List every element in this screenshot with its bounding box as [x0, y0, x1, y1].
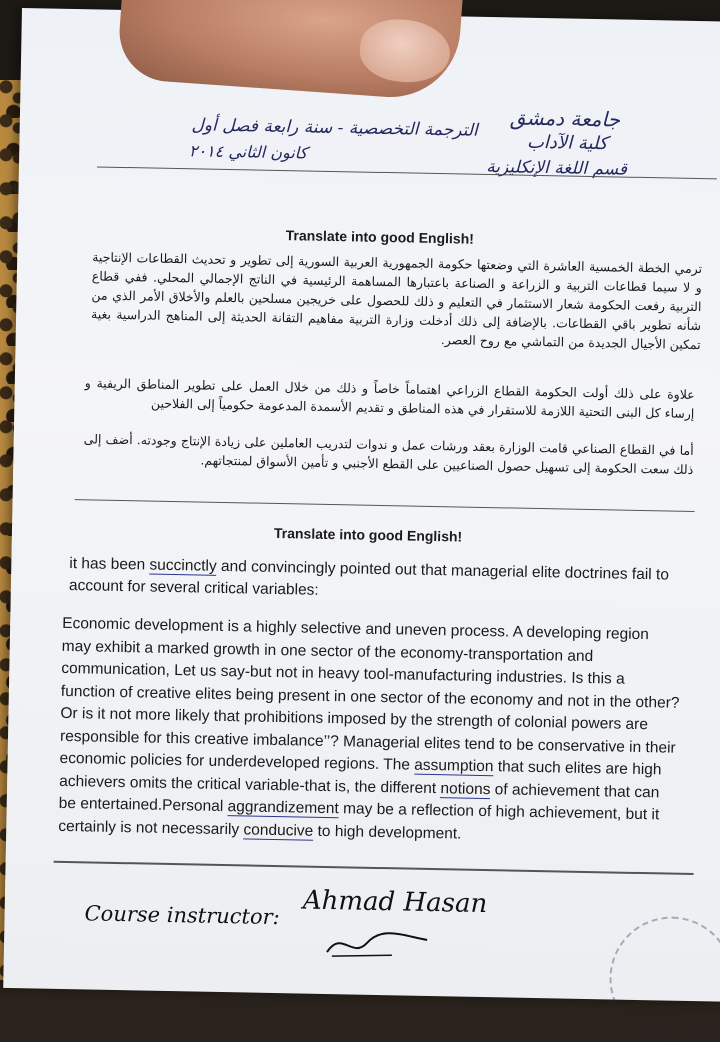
underlined-succinctly: succinctly — [149, 556, 217, 575]
underlined-notions: notions — [440, 779, 491, 798]
stamp-mark — [608, 915, 720, 1041]
p1-text-a: it has been — [69, 555, 150, 574]
section2-paragraph-1 — [69, 553, 680, 609]
p1-text-b: and convincingly pointed out that managerial elite doctrines fail to account for several critical variables: — [68, 557, 670, 599]
section1-paragraph-2: علاوة على ذلك أولت الحكومة القطاع الزراعي اهتماماً خاصاً و ذلك من خلال العمل على تطوير المناطق الريفية و إرساء كل البنى التحتية اللازمة للاستقرار في هذه المناطق و تقديم الأسمدة المدعومة حكومياً إلى الفلاحين — [84, 375, 695, 421]
p2-text-a: Economic development is a highly selective and uneven process. A developing region may exhibit a marked growth in one sector of the economy-transportation and communication, Let us say-but not in heavy tool-manufacturing industries. Is this a function of creative elites being present in one sector of the economy and not in the other? Or is it not more likely that prohibitions imposed by the strength of colonial powers are responsible for this creative imbalance’’? Managerial elites tend to be conservative in their economic policies for underdeveloped regions. The — [59, 614, 680, 774]
p2-text-e: to high development. — [313, 822, 462, 843]
underlined-conducive: conducive — [243, 820, 314, 840]
instructor-label: Course instructor: — [84, 901, 280, 930]
header-course: الترجمة التخصصية - سنة رابعة فصل أول — [191, 115, 478, 141]
p2-text-c: of achievement that can be entertained.Personal — [58, 780, 660, 816]
section2-paragraph-2 — [58, 613, 682, 850]
section-divider — [75, 499, 695, 512]
header-faculty: كلية الآداب — [526, 131, 608, 155]
section2-heading: Translate into good English! — [273, 524, 463, 545]
header-date: كانون الثاني ٢٠١٤ — [188, 141, 308, 163]
section1-paragraph-1: ترمي الخطة الخمسية العاشرة التي وضعتها حكومة الجمهورية العربية السورية إلى تطوير و تحديث القطاعات الإنتاجية و لا سيما قطاعات التربية و الزراعة و الصناعة باعتبارها المساهمة الرئيسية في الناتج الإجمالي المحلي. ففي قطاع التربية رفعت الحكومة شعار الاستثمار في التعليم و ذلك للحصول على خريجين مسلحين بالعلم والأخلاق الأمر الذي من شأنه تطوير باقي القطاعات. بالإضافة إلى ذلك أدخلت وزارة التربية مفاهيم التقانة الحديثة إلى المناهج الدراسية بغية تمكين الأجيال الجديدة من التماشي مع روح العصر. — [90, 249, 703, 353]
exam-sheet — [3, 8, 720, 1002]
section1-heading: Translate into good English! — [285, 227, 475, 247]
footer-rule — [54, 861, 694, 875]
section1-paragraph-3: أما في القطاع الصناعي قامت الوزارة بعقد ورشات عمل و ندوات لتدريب العاملين على زيادة الإنتاج وجودته. أضف إلى ذلك سعت الحكومة إلى تسهيل حصول الصناعيين على القطع الأجنبي و تأمين الأسواق لمنتجاتهم. — [83, 431, 694, 477]
p2-text-b: that such elites are high achievers omits the critical variable-that is, the different — [59, 758, 662, 797]
header-department: قسم اللغة الإنكليزية — [486, 156, 628, 180]
p2-text-d: may be a reflection of high achievement, but it certainly is not necessarily — [58, 800, 660, 838]
underlined-aggrandizement: aggrandizement — [227, 798, 339, 818]
instructor-name: Ahmad Hasan — [302, 885, 488, 920]
underlined-assumption: assumption — [414, 756, 494, 776]
header-university: جامعة دمشق — [509, 105, 621, 132]
